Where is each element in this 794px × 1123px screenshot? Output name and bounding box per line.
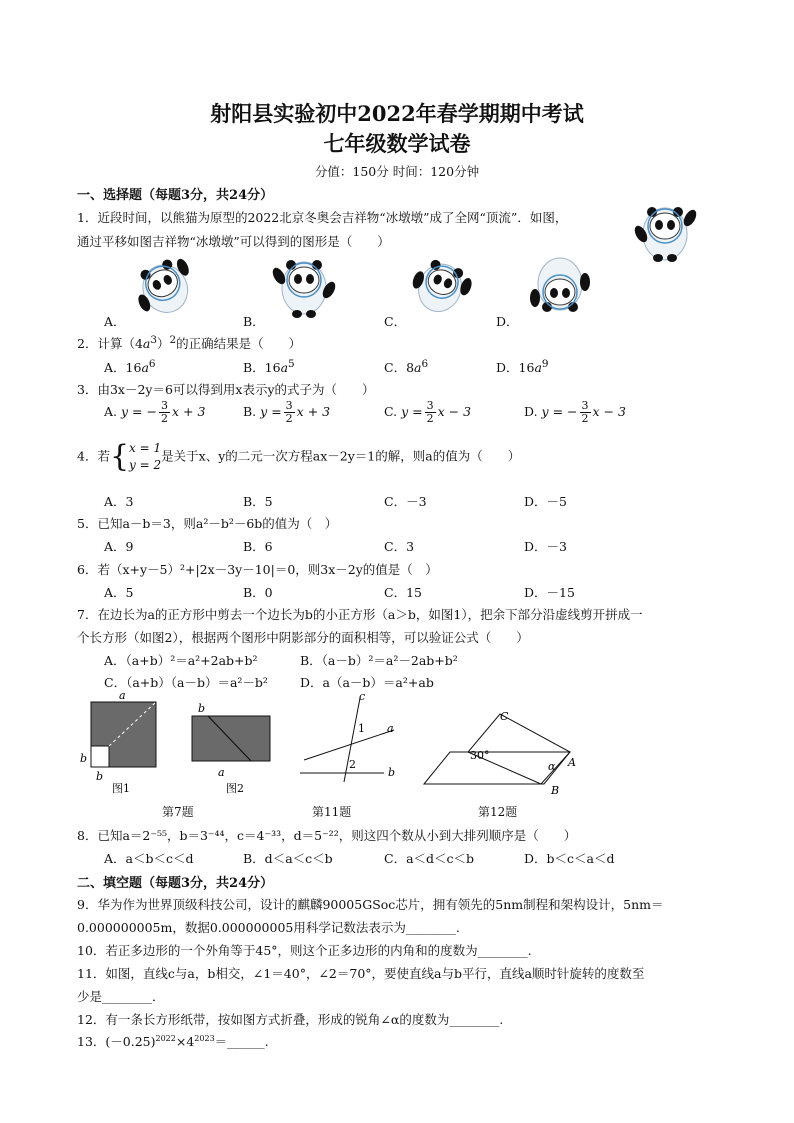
q6-option-d: D．－15	[524, 585, 575, 600]
fig7-fig2-label: 图2	[226, 782, 244, 795]
q6-option-b: B．0	[243, 585, 273, 600]
q3-option-a: A. y = − $\frac{3}{2}$ x + 3	[104, 399, 206, 425]
q11-line2: 少是________．	[77, 989, 165, 1004]
q2-option-d: D．$16a^9$	[496, 358, 549, 376]
q5-option-a: A．9	[104, 539, 134, 554]
q2-option-c: C．$8a^6$	[384, 358, 429, 376]
q8-option-a: A．a＜b＜c＜d	[104, 851, 194, 866]
q1-line1: 1．近段时间，以熊猫为原型的2022北京冬奥会吉祥物“冰墩墩”成了全网“顶流”．如图，	[77, 210, 568, 225]
fig12-label-30: 30°	[470, 749, 490, 762]
mascot-option-c-image	[408, 252, 474, 318]
fig7-label-b-bottom: b	[96, 770, 104, 783]
fig12-label-C: C	[500, 710, 509, 723]
q11-line1: 11．如图，直线c与a，b相交，∠1＝40°，∠2＝70°，要使直线a与b平行，直线a顺时针旋转的度数至	[77, 966, 645, 981]
figure-q7	[76, 690, 286, 800]
fig7-label-b-left: b	[80, 752, 88, 765]
q6-option-a: A．5	[104, 585, 134, 600]
q12-stem: 12．有一条长方形纸带，按如图方式折叠，形成的锐角∠α的度数为________.	[77, 1012, 504, 1027]
fig7-fig2-label-b: b	[198, 702, 206, 715]
section-choice-title: 一、选择题（每题3分，共24分）	[77, 188, 274, 203]
fig7-fig1-label: 图1	[112, 782, 130, 795]
q2-option-a: A．$16a^6$	[104, 358, 156, 376]
q3-option-d: D. y = − $\frac{3}{2}$ x − 3	[524, 399, 626, 425]
fig11-angle-1: 1	[358, 722, 365, 735]
q7-option-b: B．（a－b）²＝a²－2ab+b²	[300, 653, 458, 668]
mascot-option-d-image	[525, 250, 595, 322]
q5-option-c: C．3	[384, 539, 415, 554]
mascot-original-image	[630, 196, 700, 266]
q7-option-a: A．（a+b）²＝a²+2ab+b²	[104, 653, 258, 668]
q10-stem: 10．若正多边形的一个外角等于45°，则这个正多边形的内角和的度数为________.	[77, 943, 532, 958]
q7-option-c: C．（a+b）（a－b）＝a²－b²	[104, 675, 268, 690]
q7-line1: 7．在边长为a的正方形中剪去一个边长为b的小正方形（a＞b，如图1），把余下部分沿虚线剪开拼成一	[77, 607, 643, 622]
figure-q11	[296, 690, 406, 790]
mascot-option-a-image	[125, 253, 203, 319]
q1-line2: 通过平移如图吉祥物“冰墩墩”可以得到的图形是（ ）	[77, 234, 390, 249]
q4-option-b: B．5	[243, 494, 273, 509]
exam-subtitle: 七年级数学试卷	[323, 131, 471, 156]
q4-option-d: D．－5	[524, 494, 567, 509]
fig7-label-a: a	[119, 690, 126, 702]
q6-option-c: C．15	[384, 585, 422, 600]
q1-option-d: D．	[496, 314, 519, 329]
q3-stem: 3．由3x－2y＝6可以得到用x表示y的式子为（ ）	[77, 382, 375, 397]
q3-option-b: B. y = $\frac{3}{2}$ x + 3	[243, 399, 331, 425]
figure-q12	[420, 706, 590, 801]
mascot-option-b-image	[268, 250, 340, 320]
fig11-label-b: b	[388, 766, 396, 779]
q13-stem: 13．$(-0.25)^{2022}\times 4^{2023}=\_\_\_\_\_\_$.	[77, 1033, 269, 1049]
q1-option-c: C．	[384, 314, 407, 329]
fig7-fig2-label-a: a	[218, 766, 225, 779]
q8-option-d: D．b＜c＜a＜d	[524, 851, 615, 866]
section-fill-title: 二、填空题（每题3分，共24分）	[77, 876, 274, 891]
q2-stem: 2．计算$(4a^3)^2$的正确结果是（ ）	[77, 334, 302, 352]
fig12-label-A: A	[568, 756, 576, 769]
fig11-label-a: a	[387, 722, 394, 735]
exam-title: 射阳县实验初中2022年春学期期中考试	[210, 101, 584, 126]
q3-option-c: C. y = $\frac{3}{2}$ x − 3	[384, 399, 472, 425]
q4-stem: 4．若{ x = 1 y = 2 是关于x、y的二元一次方程ax－2y＝1的解，则a的值为（ ）	[77, 439, 521, 474]
q5-option-d: D．－3	[524, 539, 567, 554]
q8-option-b: B．d＜a＜c＜b	[243, 851, 333, 866]
q7-option-d: D．a（a－b）＝a²+ab	[300, 675, 434, 690]
fig11-label-c: c	[359, 690, 366, 703]
fig7-caption: 第7题	[162, 805, 194, 819]
q5-stem: 5．已知a－b＝3，则a²－b²－6b的值为（ ）	[77, 516, 338, 531]
fig12-caption: 第12题	[478, 805, 518, 819]
fig12-label-alpha: α	[548, 760, 556, 773]
q8-stem: 8．已知a＝2⁻⁵⁵，b＝3⁻⁴⁴，c＝4⁻³³，d＝5⁻²²，则这四个数从小到大排列顺序是（ ）	[77, 828, 577, 843]
q2-option-b: B．$16a^5$	[243, 358, 295, 376]
q4-option-a: A．3	[104, 494, 134, 509]
q4-option-c: C．－3	[384, 494, 427, 509]
q1-option-a: A．	[104, 314, 126, 329]
fig11-caption: 第11题	[312, 805, 352, 819]
q8-option-c: C．a＜d＜c＜b	[384, 851, 475, 866]
fig12-label-B: B	[551, 784, 560, 797]
q6-stem: 6．若（x+y－5）²+|2x－3y－10|＝0，则3x－2y的值是（ ）	[77, 562, 438, 577]
q9-line1: 9．华为作为世界顶级科技公司，设计的麒麟90005GSoc芯片，拥有领先的5nm制程和架构设计，5nm＝	[77, 897, 664, 912]
exam-meta: 分值：150分 时间：120分钟	[314, 164, 480, 179]
q9-line2: 0.000000005m，数据0.000000005用科学记数法表示为________.	[77, 920, 460, 935]
q7-line2: 个长方形（如图2），根据两个图形中阴影部分的面积相等，可以验证公式（ ）	[77, 630, 529, 645]
fig11-angle-2: 2	[349, 758, 356, 771]
q5-option-b: B．6	[243, 539, 273, 554]
q1-option-b: B．	[243, 314, 265, 329]
